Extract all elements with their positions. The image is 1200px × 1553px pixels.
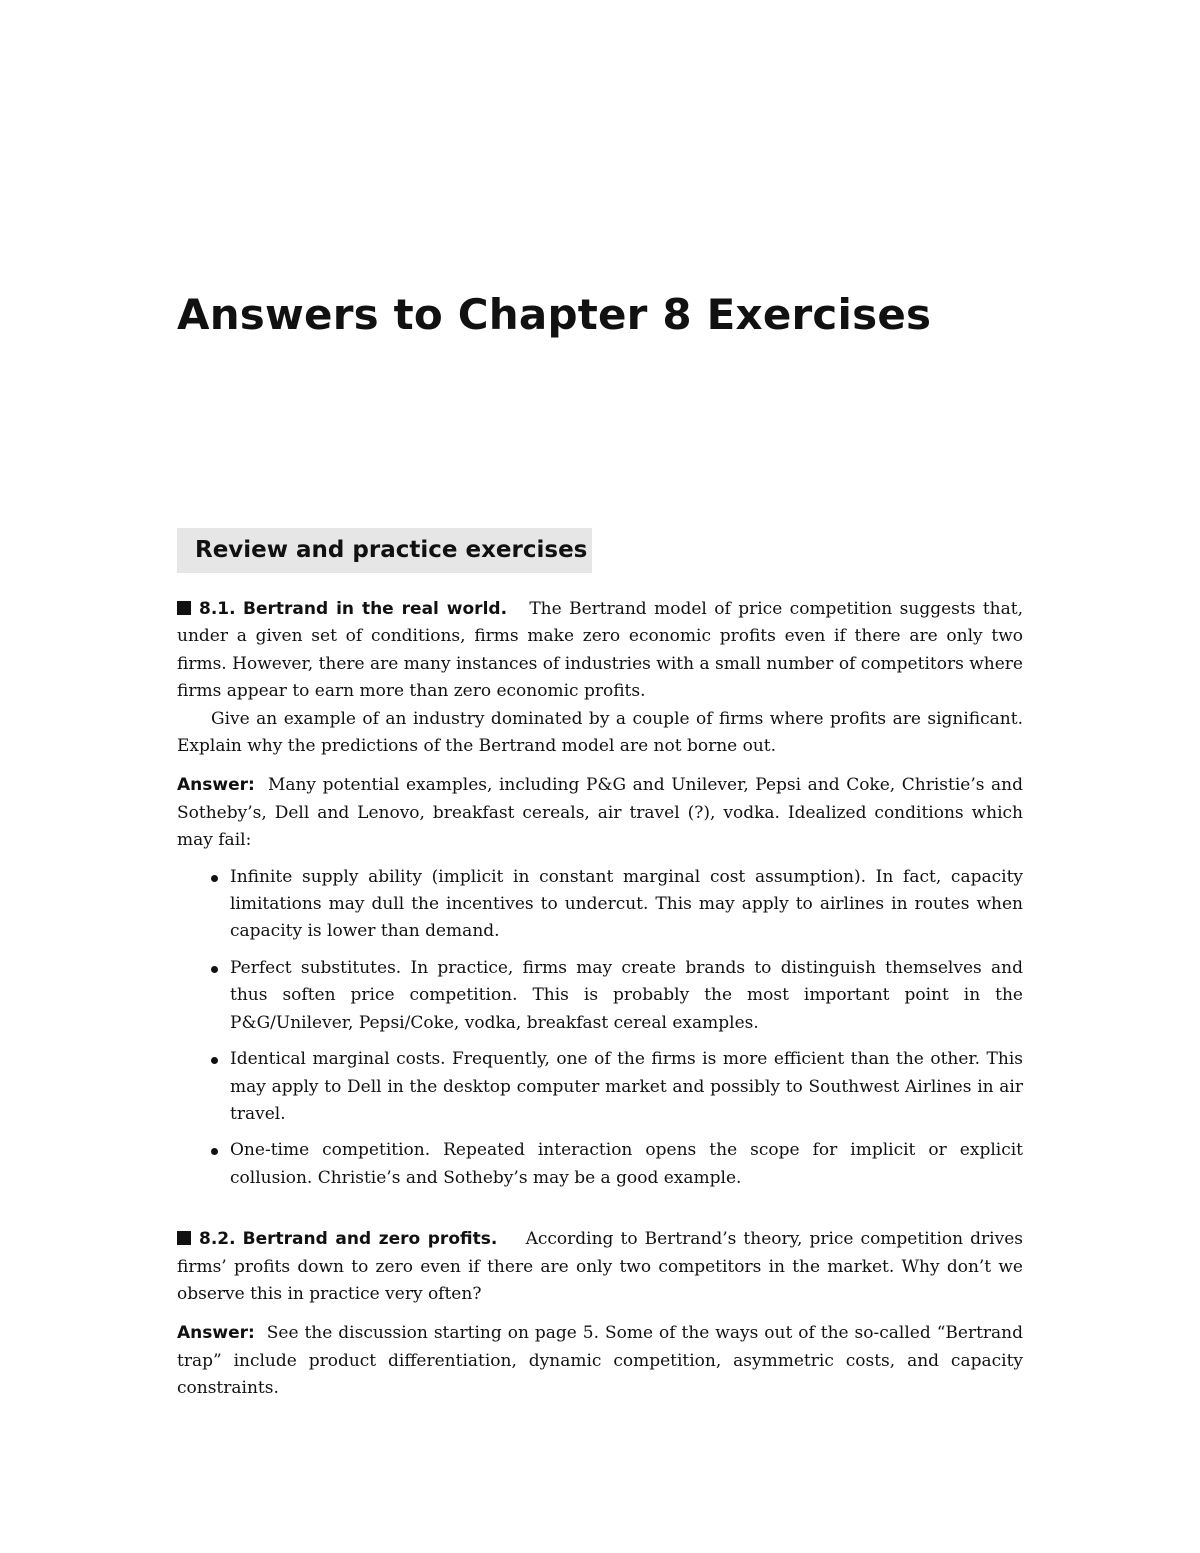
- exercise-8-1-statement: [177, 596, 1023, 706]
- answer-text: Many potential examples, including P&G and Unilever, Pepsi and Coke, Christie’s and Sotheby’s, Dell and Lenovo, breakfast cereals, air travel (?), vodka. Idealized conditions which may fail:: [177, 775, 1023, 851]
- chapter-title: Answers to Chapter 8 Exercises: [177, 290, 932, 339]
- exercise-8-2-answer: [177, 1320, 1023, 1402]
- exercise-heading: Bertrand and zero profits.: [242, 1229, 498, 1250]
- exercise-number: 8.2.: [199, 1229, 236, 1250]
- answer-bullet-list: [177, 864, 1023, 1192]
- section-heading: Review and practice exercises: [177, 528, 592, 573]
- exercise-number: 8.1.: [199, 599, 236, 619]
- exercise-text: According to Bertrand’s theory, price competition drives firms’ profits down to zero even if there are only two competitors in the market. Why don’t we observe this in practice very often?: [177, 1229, 1023, 1304]
- exercise-marker-icon: [177, 601, 191, 615]
- list-item: Perfect substitutes. In practice, firms may create brands to distinguish themselves and thus soften price competition. This is probably the most important point in the P&G/Unilever, Pepsi/Coke, vodka, breakfast cereal examples.: [230, 955, 1023, 1037]
- exercise-text: The Bertrand model of price competition suggests that, under a given set of conditions, firms make zero economic profits even if there are only two firms. However, there are many instances of industries with a small number of competitors where firms appear to earn more than zero economic profits.: [177, 599, 1024, 702]
- list-item: One-time competition. Repeated interaction opens the scope for implicit or explicit collusion. Christie’s and Sotheby’s may be a good example.: [230, 1137, 1023, 1192]
- answer-text: See the discussion starting on page 5. Some of the ways out of the so-called “Bertrand trap” include product differentiation, dynamic competition, asymmetric costs, and capacity constraints.: [177, 1323, 1023, 1399]
- exercise-marker-icon: [177, 1231, 191, 1245]
- document-page: [177, 0, 1023, 1553]
- exercise-8-1-answer: [177, 772, 1023, 854]
- exercise-question: Give an example of an industry dominated by a couple of firms where profits are significant. Explain why the predictions of the Bertrand model are not borne out.: [177, 708, 1023, 757]
- list-item: Identical marginal costs. Frequently, one of the firms is more efficient than the other. This may apply to Dell in the desktop computer market and possibly to Southwest Airlines in air travel.: [230, 1046, 1023, 1128]
- section-content: [177, 596, 1023, 1403]
- exercise-heading: Bertrand in the real world.: [243, 599, 508, 619]
- exercise-8-2-statement: [177, 1226, 1023, 1308]
- list-item: Infinite supply ability (implicit in constant marginal cost assumption). In fact, capacity limitations may dull the incentives to undercut. This may apply to airlines in routes when capacity is lower than demand.: [230, 864, 1023, 946]
- answer-label: Answer:: [177, 1323, 255, 1344]
- answer-label: Answer:: [177, 775, 255, 796]
